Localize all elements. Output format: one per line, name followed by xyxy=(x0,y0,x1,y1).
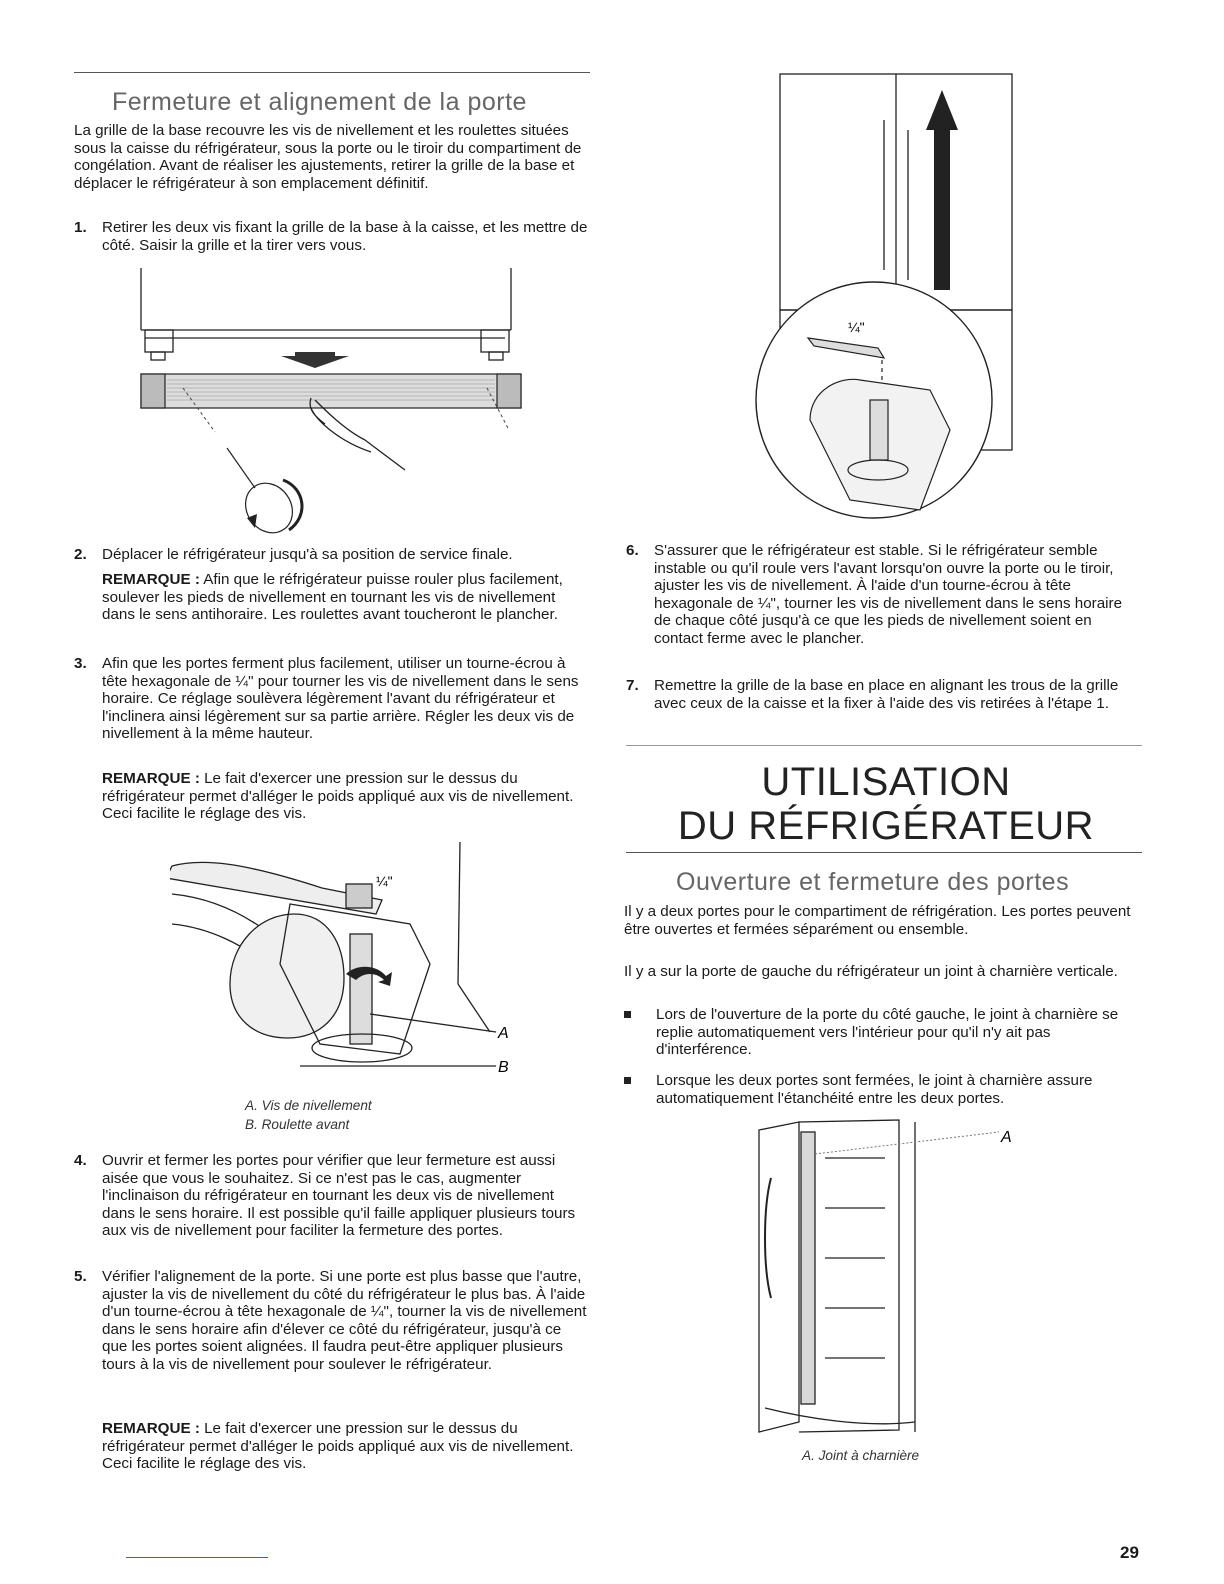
figure-leveling-screw xyxy=(170,834,520,1092)
label-a: A xyxy=(498,1025,509,1042)
intro-paragraph: La grille de la base recouvre les vis de nivellement et les roulettes situées sous la caisse du réfrigérateur, sous la porte ou le tiroir du compartiment de congélation. Avant de réaliser les ajustements, retirer la grille de la base et déplacer le réfrigérateur à son emplacement définitif. xyxy=(74,122,582,192)
note-step-5 xyxy=(102,1420,590,1473)
section-title-fermeture: Fermeture et alignement de la porte xyxy=(112,88,527,116)
note-text: Le fait d'exercer une pression sur le dessus du réfrigérateur permet d'alléger le poids appliqué aux vis de nivellement. Ceci facilite le réglage des vis. xyxy=(102,770,574,823)
note-text: Le fait d'exercer une pression sur le dessus du réfrigérateur permet d'alléger le poids appliqué aux vis de nivellement. Ceci facilite le réglage des vis. xyxy=(102,1420,574,1473)
step-text: S'assurer que le réfrigérateur est stable. Si le réfrigérateur semble instable ou qu'il roule vers l'avant lorsqu'on ouvre la porte ou le tiroir, ajuster les vis de nivellement. À l'aide d'un tourne-écrou à tête hexagonale de ¼", tourner les vis de nivellement dans le sens horaire de chaque côté jusqu'à ce que les pieds de nivellement soient en contact ferme avec le plancher. xyxy=(654,542,1123,647)
step-number: 7. xyxy=(626,677,639,694)
step-number: 1. xyxy=(74,219,87,236)
title-underline xyxy=(626,852,1142,853)
label-b: B xyxy=(498,1059,509,1076)
step-text: Afin que les portes ferment plus facilement, utiliser un tourne-écrou à tête hexagonale de ¼" pour tourner les vis de nivellement dans le sens horaire. Ce réglage soulèvera légèrement l'avant du réfrigérateur et l'inclinera ainsi légèrement sur sa partie arrière. Régler les deux vis de nivellement à la même hauteur. xyxy=(102,655,579,743)
step-number: 4. xyxy=(74,1152,87,1169)
caption-a: A. Vis de nivellement xyxy=(245,1098,372,1113)
note-text: Afin que le réfrigérateur puisse rouler plus facilement, soulever les pieds de nivellement en tournant les vis de nivellement dans le sens antihoraire. Les roulettes avant toucheront le plancher. xyxy=(102,571,563,624)
caption-hinged-seal: A. Joint à charnière xyxy=(802,1448,920,1463)
step-text: Retirer les deux vis fixant la grille de la base à la caisse, et les mettre de côté. Saisir la grille et la tirer vers vous. xyxy=(102,219,588,254)
page-title-line-2: DU RÉFRIGÉRATEUR xyxy=(677,804,1095,848)
step-text: Déplacer le réfrigérateur jusqu'à sa position de service finale. xyxy=(102,546,513,563)
label-a: A xyxy=(1001,1129,1012,1146)
note-label: REMARQUE : xyxy=(102,770,200,787)
bullet-text: Lorsque les deux portes sont fermées, le joint à charnière assure automatiquement l'étanchéité entre les deux portes. xyxy=(656,1072,1093,1107)
arrow-down-icon xyxy=(281,352,349,368)
step-text: Vérifier l'alignement de la porte. Si une porte est plus basse que l'autre, ajuster la vis de nivellement du côté du réfrigérateur le plus bas. À l'aide d'un tourne-écrou à tête hexagonale de ¼", tourner la vis de nivellement dans le sens horaire afin d'élever ce côté du réfrigérateur, jusqu'à ce que les portes soient alignées. Il faudra peut-être appliquer plusieurs tours à la vis de nivellement pour soulever le réfrigérateur. xyxy=(102,1268,587,1373)
note-label: REMARQUE : xyxy=(102,571,200,588)
caption-b: B. Roulette avant xyxy=(245,1117,350,1132)
bullet-square-icon xyxy=(624,1077,631,1084)
figure-hinged-seal xyxy=(745,1118,1020,1438)
paragraph-portes: Il y a deux portes pour le compartiment de réfrigération. Les portes peuvent être ouvertes et fermées séparément ou ensemble. xyxy=(624,903,1131,938)
step-number: 2. xyxy=(74,546,87,563)
page-number: 29 xyxy=(1120,1543,1139,1562)
bottom-link-line xyxy=(126,1557,268,1558)
figure-base-grille-removal xyxy=(135,268,535,540)
step-number: 3. xyxy=(74,655,87,672)
size-label: ¼" xyxy=(376,873,393,889)
step-text: Ouvrir et fermer les portes pour vérifier que leur fermeture est aussi aisée que vous le souhaitez. Si ce n'est pas le cas, augmenter l'inclinaison du réfrigérateur en tournant les deux vis de nivellement dans le sens horaire. Il est possible qu'il faille appliquer plusieurs tours aux vis de nivellement pour faciliter la fermeture des portes. xyxy=(102,1152,576,1240)
section-title-ouverture: Ouverture et fermeture des portes xyxy=(676,868,1070,896)
note-step-3 xyxy=(102,770,590,823)
paragraph-joint: Il y a sur la porte de gauche du réfrigérateur un joint à charnière verticale. xyxy=(624,963,1118,980)
note-step-2 xyxy=(102,571,590,624)
note-label: REMARQUE : xyxy=(102,1420,200,1437)
bullet-text: Lors de l'ouverture de la porte du côté gauche, le joint à charnière se replie automatiquement vers l'intérieur pour qu'il n'y ait pas d'interférence. xyxy=(656,1006,1119,1059)
bullet-square-icon xyxy=(624,1011,631,1018)
hand-icon xyxy=(310,398,405,470)
arrow-up-icon xyxy=(926,90,958,290)
figure-refrigerator-leveling xyxy=(750,70,1040,520)
step-text: Remettre la grille de la base en place en alignant les trous de la grille avec ceux de la caisse et la fixer à l'aide des vis retirées à l'étape 1. xyxy=(654,677,1119,712)
page-title-line-1: UTILISATION xyxy=(761,760,1011,804)
step-number: 5. xyxy=(74,1268,87,1285)
top-rule-left xyxy=(74,72,590,73)
divider-rule xyxy=(626,745,1142,746)
step-number: 6. xyxy=(626,542,639,559)
size-label: ¼" xyxy=(848,319,865,335)
